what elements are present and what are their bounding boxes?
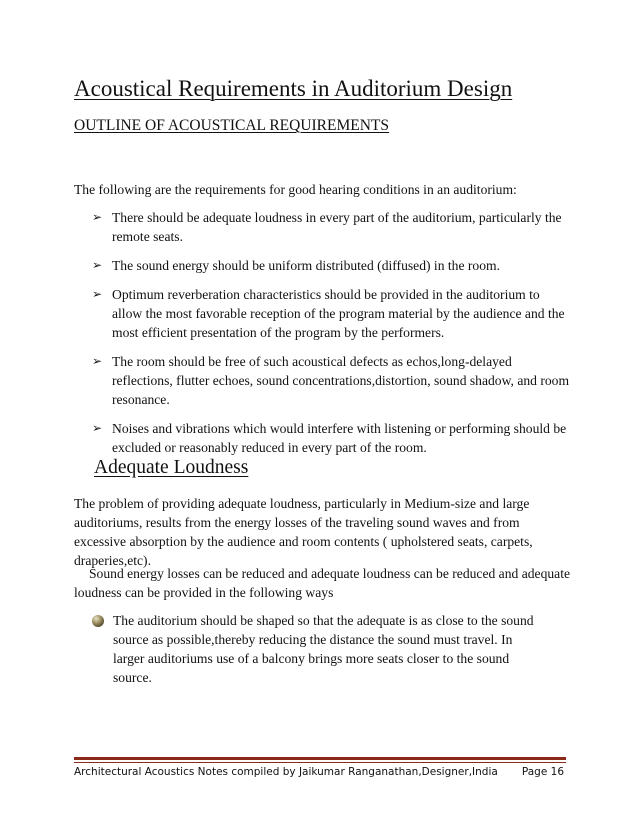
- section-subtitle: OUTLINE OF ACOUSTICAL REQUIREMENTS: [74, 117, 390, 134]
- list-item-text: Optimum reverberation characteristics should be provided in the auditorium to allow the most favorable reception of the program material by the audience and the most efficient presentation of the program by the performers.: [112, 287, 565, 340]
- requirements-list: [0, 208, 638, 467]
- list-item: [0, 352, 572, 409]
- list-item: [0, 419, 572, 457]
- footer-credit: Architectural Acoustics Notes compiled by Jaikumar Ranganathan,Designer,India: [74, 766, 498, 778]
- list-item: [0, 256, 572, 275]
- list-item: [0, 285, 572, 342]
- energy-loss-paragraph: Sound energy losses can be reduced and adequate loudness can be reduced and adequate loudness can be provided in the following ways: [74, 566, 571, 600]
- intro-paragraph: The following are the requirements for good hearing conditions in an auditorium:: [74, 182, 517, 197]
- sphere-bullet-icon: [92, 615, 104, 627]
- page-number: Page 16: [521, 766, 564, 778]
- ways-list: [0, 611, 638, 687]
- footer-rule-thin: [74, 762, 566, 763]
- list-item-text: Noises and vibrations which would interfere with listening or performing should be excluded or reasonably reduced in every part of the room.: [112, 421, 567, 455]
- arrow-bullet-icon: ➢: [92, 210, 103, 224]
- page-title: Acoustical Requirements in Auditorium Design: [74, 76, 513, 101]
- list-item-text: The sound energy should be uniform distributed (diffused) in the room.: [112, 258, 500, 273]
- arrow-bullet-icon: ➢: [92, 421, 103, 435]
- list-item: [0, 611, 543, 687]
- footer-rule-thick: [74, 757, 566, 760]
- arrow-bullet-icon: ➢: [92, 258, 103, 272]
- arrow-bullet-icon: ➢: [92, 354, 103, 368]
- section-heading-adequate-loudness: Adequate Loudness: [94, 457, 249, 478]
- list-item: [0, 208, 572, 246]
- list-item-text: There should be adequate loudness in every part of the auditorium, particularly the remote seats.: [112, 210, 562, 244]
- arrow-bullet-icon: ➢: [92, 287, 103, 301]
- list-item-text: The auditorium should be shaped so that the adequate is as close to the sound source as possible,thereby reducing the distance the sound must travel. In larger auditoriums use of a balcony brings more seats closer to the sound source.: [113, 613, 534, 685]
- list-item-text: The room should be free of such acoustical defects as echos,long-delayed reflections, flutter echoes, sound concentrations,distortion, sound shadow, and room resonance.: [112, 354, 570, 407]
- loudness-paragraph: The problem of providing adequate loudness, particularly in Medium-size and large auditoriums, results from the energy losses of the traveling sound waves and from excessive absorption by the audience and room contents ( upholstered seats, carpets, draperies,etc).: [74, 496, 533, 568]
